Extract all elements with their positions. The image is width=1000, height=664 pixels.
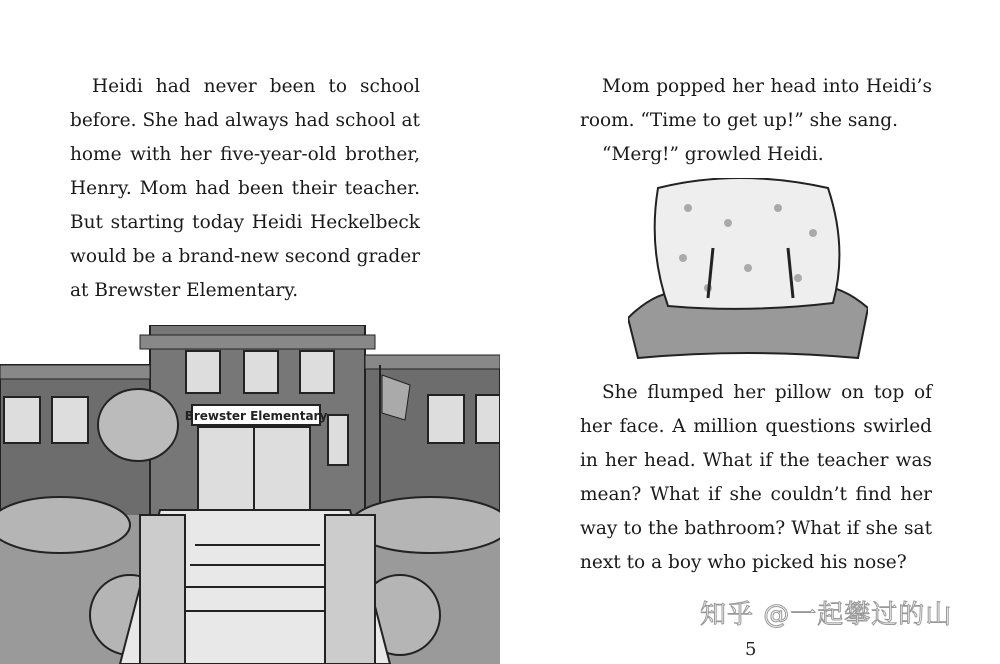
paragraph: She flumped her pillow on top of her face. A million questions swirled in her head. What if the teacher was mean? What if she couldn’t find her way to the bathroom? What if she sat next to a boy who picked his nose? — [580, 382, 932, 573]
page-number: 5 — [745, 639, 757, 660]
paragraph: “Merg!” growled Heidi. — [602, 144, 824, 165]
right-page-text-top — [580, 70, 932, 172]
right-page — [500, 0, 1000, 664]
paragraph: Mom popped her head into Heidi’s room. “Time to get up!” she sang. — [580, 76, 932, 131]
watermark: 知乎 @一起攀过的山 — [700, 600, 953, 630]
pillow-illustration — [628, 178, 868, 368]
school-illustration — [0, 325, 500, 664]
school-sign: Brewster Elementary — [184, 409, 328, 423]
right-page-text-bottom — [580, 376, 932, 580]
paragraph: Heidi had never been to school before. She had always had school at home with her five-year-old brother, Henry. Mom had been their teacher. But starting today Heidi Heckelbeck would be a brand-new second grader at Brewster Elementary. — [70, 76, 420, 301]
left-page-text — [70, 70, 420, 308]
